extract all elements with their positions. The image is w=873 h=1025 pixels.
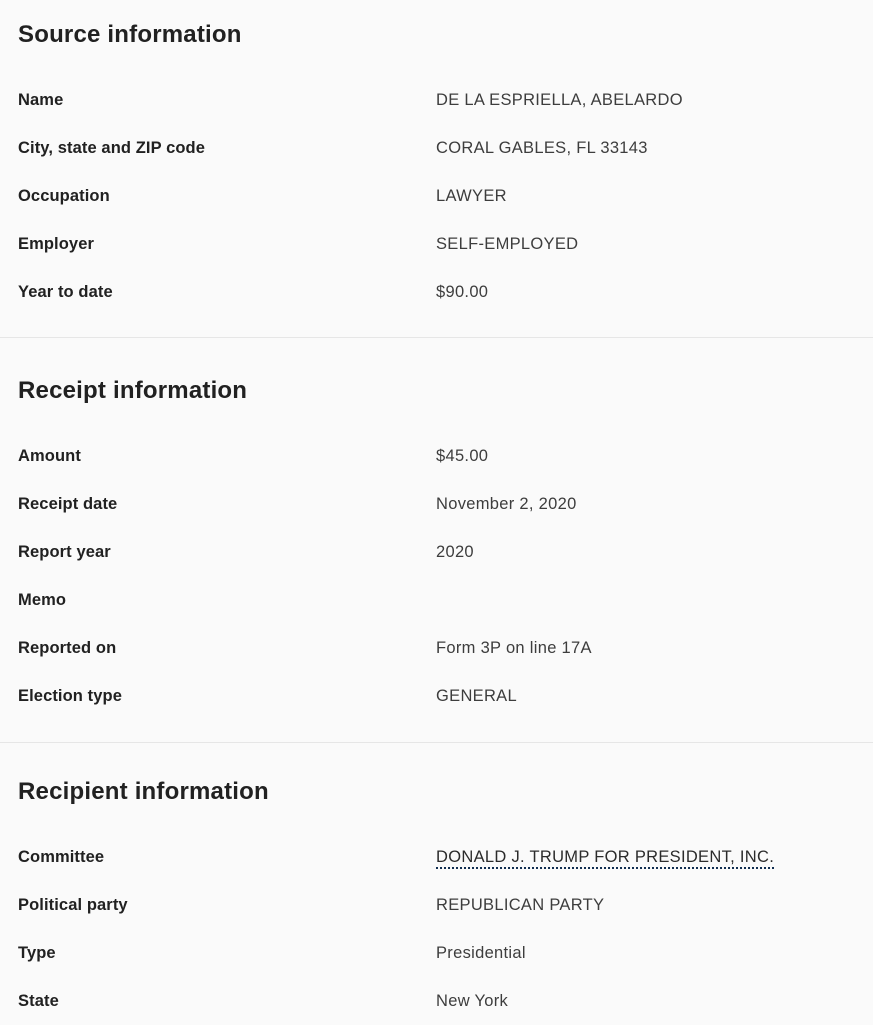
row-label: Political party (18, 895, 128, 914)
row-value: LAWYER (436, 186, 507, 205)
info-row (18, 881, 855, 929)
row-label: Name (18, 90, 64, 109)
committee-link[interactable]: DONALD J. TRUMP FOR PRESIDENT, INC. (436, 848, 774, 869)
info-row (18, 76, 855, 124)
row-label: Memo (18, 590, 67, 609)
info-row (18, 124, 855, 172)
row-value: CORAL GABLES, FL 33143 (436, 138, 648, 157)
row-value: DE LA ESPRIELLA, ABELARDO (436, 90, 683, 109)
section-title-receipt: Receipt information (18, 377, 248, 404)
section-rows (18, 76, 855, 316)
info-row (18, 528, 855, 576)
row-value: Form 3P on line 17A (436, 638, 592, 657)
row-label: Election type (18, 686, 122, 705)
section-source (0, 0, 873, 337)
row-value: Presidential (436, 943, 526, 962)
row-label: Committee (18, 847, 105, 866)
info-row (18, 929, 855, 977)
row-value: $45.00 (436, 446, 489, 465)
info-row (18, 432, 855, 480)
section-receipt (0, 337, 873, 742)
info-row (18, 672, 855, 720)
row-value (436, 848, 855, 867)
section-rows (18, 833, 855, 1025)
info-row (18, 268, 855, 316)
info-row (18, 624, 855, 672)
section-recipient (0, 742, 873, 1025)
row-value: GENERAL (436, 686, 517, 705)
row-value: REPUBLICAN PARTY (436, 895, 605, 914)
info-row (18, 833, 855, 881)
section-title-source: Source information (18, 21, 242, 48)
row-value: SELF-EMPLOYED (436, 234, 579, 253)
row-label: Receipt date (18, 494, 118, 513)
info-row (18, 220, 855, 268)
row-label: City, state and ZIP code (18, 138, 206, 157)
row-label: Occupation (18, 186, 110, 205)
row-label: Reported on (18, 638, 117, 657)
row-label: Employer (18, 234, 94, 253)
row-value: New York (436, 991, 509, 1010)
info-row (18, 480, 855, 528)
row-label: State (18, 991, 59, 1010)
section-rows (18, 432, 855, 720)
row-label: Type (18, 943, 56, 962)
row-label: Amount (18, 446, 81, 465)
info-row (18, 172, 855, 220)
row-value: November 2, 2020 (436, 494, 577, 513)
info-row (18, 576, 855, 624)
row-value: 2020 (436, 542, 474, 561)
row-label: Report year (18, 542, 111, 561)
row-value: $90.00 (436, 282, 489, 301)
row-label: Year to date (18, 282, 113, 301)
info-row (18, 977, 855, 1025)
section-title-recipient: Recipient information (18, 778, 269, 805)
